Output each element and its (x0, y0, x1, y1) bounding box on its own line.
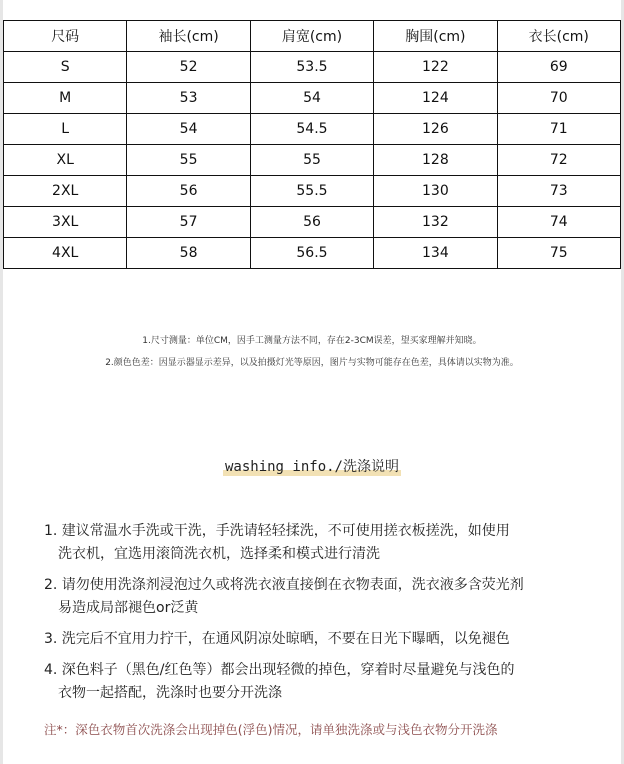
table-cell: 124 (374, 83, 497, 114)
table-cell: 53.5 (250, 52, 373, 83)
table-cell: 54 (250, 83, 373, 114)
measurement-notes (0, 330, 624, 374)
header-sleeve: 袖长(cm) (127, 21, 250, 52)
table-row (4, 176, 621, 207)
table-cell: 56 (127, 176, 250, 207)
table-cell: 57 (127, 207, 250, 238)
table-cell: 130 (374, 176, 497, 207)
table-cell: M (4, 83, 127, 114)
table-cell: 70 (497, 83, 620, 114)
note-1: 1.尺寸测量：单位CM，因手工测量方法不同，存在2-3CM误差，望买家理解并知晓。 (142, 336, 482, 346)
table-row (4, 238, 621, 269)
size-table (3, 20, 621, 269)
table-cell: 55 (250, 145, 373, 176)
table-header-row (4, 21, 621, 52)
table-cell: 72 (497, 145, 620, 176)
table-cell: 134 (374, 238, 497, 269)
table-cell: 75 (497, 238, 620, 269)
table-cell: 54 (127, 114, 250, 145)
note-2: 2.颜色色差：因显示器显示差异，以及拍摄灯光等原因，图片与实物可能存在色差，具体请以实物为准。 (105, 358, 519, 368)
table-cell: XL (4, 145, 127, 176)
footnote: 注*：深色衣物首次洗涤会出现掉色(浮色)情况，请单独洗涤或与浅色衣物分开洗涤 (44, 722, 498, 737)
list-item: 3. 洗完后不宜用力拧干，在通风阴凉处晾晒，不要在日光下曝晒，以免褪色 (44, 631, 510, 647)
table-cell: 128 (374, 145, 497, 176)
table-cell: 54.5 (250, 114, 373, 145)
table-cell: 53 (127, 83, 250, 114)
table-cell: 69 (497, 52, 620, 83)
header-size: 尺码 (4, 21, 127, 52)
list-item: 4. 深色料子（黑色/红色等）都会出现轻微的掉色，穿着时尽量避免与浅色的 衣物一起搭配，洗涤时也要分开洗涤 (44, 662, 515, 701)
table-row (4, 145, 621, 176)
table-cell: 122 (374, 52, 497, 83)
list-item: 2. 请勿使用洗涤剂浸泡过久或将洗衣液直接倒在衣物表面，洗衣液多含荧光剂 易造成局部褪色or泛黄 (44, 577, 524, 616)
table-cell: 56.5 (250, 238, 373, 269)
header-length: 衣长(cm) (497, 21, 620, 52)
table-cell: L (4, 114, 127, 145)
list-item: 1. 建议常温水手洗或干洗，手洗请轻轻揉洗，不可使用搓衣板搓洗，如使用 洗衣机，宜选用滚筒洗衣机，选择柔和模式进行清洗 (44, 523, 510, 562)
table-cell: 55.5 (250, 176, 373, 207)
table-cell: 73 (497, 176, 620, 207)
table-row (4, 83, 621, 114)
washing-list (44, 520, 614, 713)
washing-title: washing info./洗涤说明 (0, 456, 624, 476)
table-cell: 55 (127, 145, 250, 176)
table-cell: 56 (250, 207, 373, 238)
header-chest: 胸围(cm) (374, 21, 497, 52)
table-cell: 52 (127, 52, 250, 83)
table-row (4, 114, 621, 145)
table-cell: 132 (374, 207, 497, 238)
table-cell: S (4, 52, 127, 83)
table-cell: 4XL (4, 238, 127, 269)
table-cell: 3XL (4, 207, 127, 238)
table-cell: 71 (497, 114, 620, 145)
table-cell: 74 (497, 207, 620, 238)
table-cell: 58 (127, 238, 250, 269)
table-cell: 2XL (4, 176, 127, 207)
table-row (4, 52, 621, 83)
table-row (4, 207, 621, 238)
table-cell: 126 (374, 114, 497, 145)
header-shoulder: 肩宽(cm) (250, 21, 373, 52)
